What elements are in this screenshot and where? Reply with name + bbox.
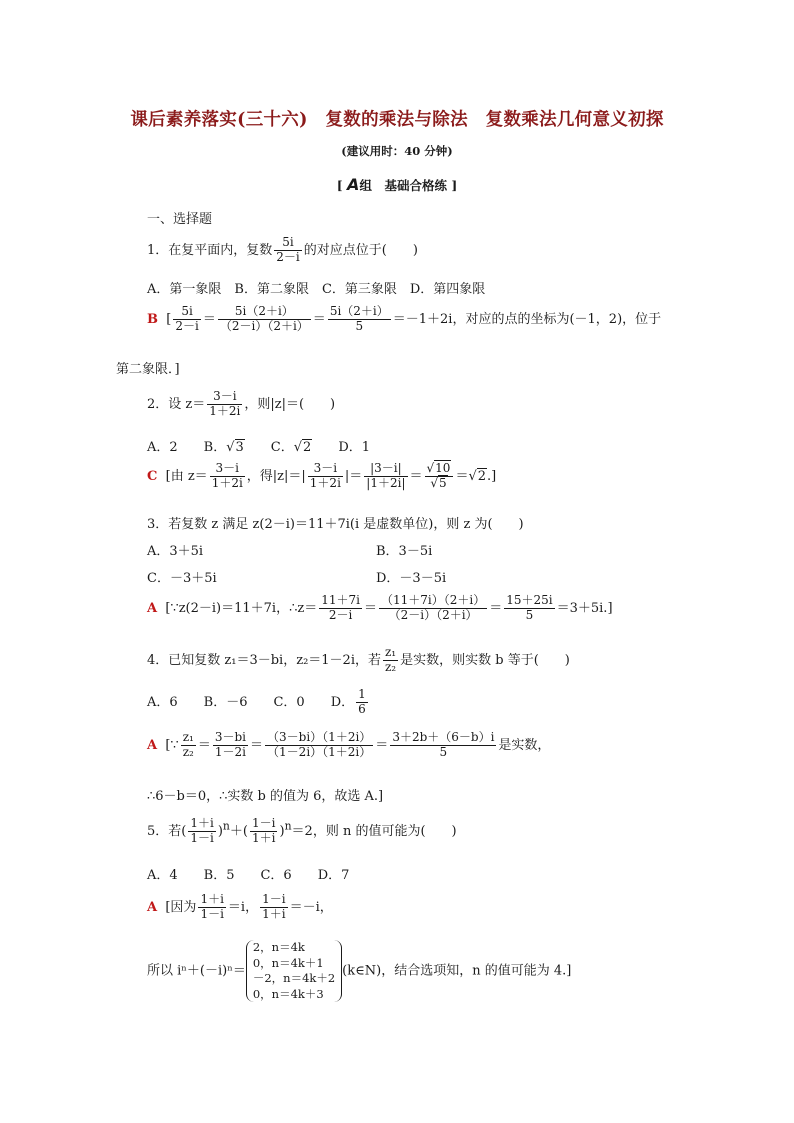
q2-sol-frac-3 (364, 462, 407, 491)
group-heading (0, 175, 794, 194)
q2-opt-a-b: A．2 B． (147, 440, 227, 455)
q1-sol-frac-2-den: （2－i）（2＋i） (219, 318, 309, 333)
q1-sol-frac-1-num: 5i (173, 305, 200, 320)
q4-frac-num: z₁ (384, 645, 397, 659)
q5-solution (147, 893, 333, 922)
q5-sol-pre: [因为 (165, 899, 197, 915)
q2-sol-end: .] (487, 468, 497, 484)
q2-sol-frac-4-num: √10 (425, 462, 454, 477)
q4-sol-pre: [∵ (165, 737, 179, 753)
q3-sol-frac-1 (319, 594, 362, 623)
q5-sol-mid: ＝i， (227, 899, 259, 915)
q1-sol-frac-3-den: 5 (355, 318, 364, 333)
group-label: 组 基础合格练 (359, 178, 447, 193)
q4-sol-frac-1 (181, 731, 196, 760)
question-4 (147, 646, 570, 675)
q5-cases-pre: 所以 iⁿ＋(－i)ⁿ＝ (147, 963, 246, 979)
q4-sol-eq-3: ＝ (375, 737, 389, 753)
q1-solution (147, 305, 661, 334)
q4-sol-eq-2: ＝ (250, 737, 264, 753)
q3-option-a: A．3＋5i (147, 544, 204, 559)
q1-sol-eq-2: ＝ (312, 311, 326, 327)
q2-opt-c-radicand: 2 (303, 440, 312, 455)
q4-sol-frac-2 (213, 731, 248, 760)
q2-sol-mid-2: |＝ (344, 468, 363, 484)
q5-case-2: 0，n＝4k＋1 (252, 955, 324, 970)
q4-opt-d-num: 1 (358, 687, 366, 701)
q4-solution-continued: ∴6－b＝0，∴实数 b 的值为 6，故选 A.] (147, 789, 384, 804)
q2-opt-b-radicand: 3 (235, 440, 244, 455)
q5-sol-frac-2 (260, 893, 287, 922)
q3-option-c: C．－3＋5i (147, 571, 217, 586)
q3-sol-pre: [∵z(2－i)＝11＋7i，∴z＝ (165, 600, 318, 616)
q5-sol-frac-1-num: 1＋i (200, 892, 224, 906)
q3-sol-frac-3 (504, 594, 554, 623)
q2-solution (147, 462, 496, 491)
q1-frac-den: 2－i (276, 249, 300, 264)
q3-option-d: D．－3－5i (376, 571, 447, 586)
q2-frac-den: 1＋2i (209, 403, 241, 418)
q3-sol-frac-2 (379, 594, 487, 623)
q4-sol-frac-1-den: z₂ (182, 744, 194, 759)
question-3: 3．若复数 z 满足 z(2－i)＝11＋7i(i 是虚数单位)，则 z 为( ) (147, 517, 524, 532)
q3-sol-eq-2: ＝ (489, 600, 503, 616)
q2-sol-frac-2-den: 1＋2i (309, 475, 341, 490)
q2-sol-pre: [由 z＝ (165, 468, 208, 484)
q5-text-post: ＝2，则 n 的值可能为( ) (291, 823, 457, 839)
q5-frac-2-num: 1－i (252, 816, 276, 830)
q1-text-post: 的对应点位于( ) (303, 242, 418, 258)
q4-sol-frac-3-den: （1－2i）（1＋2i） (267, 744, 372, 759)
q2-sol-frac-2 (308, 462, 343, 491)
q2-sol-end-radicand: 2 (477, 468, 487, 484)
q2-frac-num: 3－i (207, 390, 242, 405)
q2-sol-frac-2-num: 3－i (308, 462, 343, 477)
q4-option-d-fraction (356, 688, 368, 717)
q4-options-text: A．6 B．－6 C．0 D． (147, 694, 355, 710)
q1-sol-open: [ (166, 311, 172, 327)
q3-solution (147, 594, 613, 623)
q5-frac-1-num: 1＋i (190, 816, 214, 830)
q3-sol-frac-2-num: （11＋7i）（2＋i） (380, 593, 486, 607)
q2-sol-mid-1: ，得|z|＝| (246, 468, 306, 484)
q5-answer: A (147, 899, 158, 915)
q2-sol-frac-1-num: 3－i (210, 462, 245, 477)
q2-sol-frac-1-den: 1＋2i (211, 475, 243, 490)
q5-case-1: 2，n＝4k (252, 940, 305, 954)
group-close-bracket: ] (451, 178, 458, 193)
q1-text-pre: 1．在复平面内，复数 (147, 242, 273, 258)
q4-fraction (383, 646, 398, 675)
q4-solution (147, 731, 550, 760)
q1-sol-frac-3 (328, 305, 391, 334)
q2-sol-frac-3-den: |1＋2i| (366, 475, 406, 490)
q5-options: A．4 B．5 C．6 D．7 (147, 868, 350, 883)
q5-text-pre: 5．若 (147, 823, 182, 839)
q2-options (147, 436, 370, 455)
q4-answer: A (147, 737, 158, 753)
q5-sol-frac-1 (198, 893, 225, 922)
q2-sol-frac-3-num: |3－i| (364, 462, 407, 477)
q5-frac-1-den: 1－i (190, 830, 214, 845)
q5-power-2: n (284, 819, 292, 833)
q2-sol-frac-4 (425, 462, 454, 491)
q3-sol-frac-3-den: 5 (525, 607, 534, 622)
q2-sol-end-pre: ＝ (455, 468, 469, 484)
q5-sol-frac-2-num: 1－i (262, 892, 286, 906)
q2-sol-end-sqrt-sign: √ (468, 468, 477, 484)
q4-sol-frac-4-den: 5 (439, 744, 448, 759)
q2-sol-frac-4-den: √5 (430, 475, 447, 490)
q3-sol-end: ＝3＋5i.] (556, 600, 613, 616)
q5-cases-line (147, 940, 571, 1002)
q2-text-post: ，则|z|＝( ) (244, 396, 336, 412)
question-1 (147, 236, 418, 265)
q5-sol-end: ＝－i， (289, 899, 333, 915)
q2-opt-c-sqrt-sign: √ (293, 440, 303, 455)
q4-sol-frac-3-num: （3－bi）（1＋2i） (267, 730, 372, 744)
q1-sol-frac-1-den: 2－i (175, 318, 199, 333)
q5-frac-2-den: 1＋i (252, 830, 276, 845)
q4-sol-frac-2-num: 3－bi (214, 730, 247, 744)
q1-answer: B (147, 311, 158, 327)
q2-opt-b-sqrt-sign: √ (226, 440, 235, 455)
q1-sol-tail: ＝－1＋2i，对应的点的坐标为(－1，2)，位于 (392, 311, 662, 327)
q5-fraction-1 (188, 817, 215, 846)
q3-answer: A (147, 600, 158, 616)
q3-option-b: B．3－5i (376, 544, 433, 559)
q1-sol-frac-2 (218, 305, 311, 334)
question-2 (147, 390, 335, 419)
q2-opt-c: C． (244, 440, 294, 455)
q4-sol-frac-3 (265, 731, 373, 760)
group-letter-a: A (347, 175, 360, 194)
section-heading: 一、选择题 (147, 212, 213, 227)
q2-answer: C (147, 468, 158, 484)
q4-sol-frac-2-den: 1－2i (214, 744, 246, 759)
q2-sol-frac-4-den-radicand: 5 (438, 475, 447, 490)
q4-sol-frac-4 (390, 731, 496, 760)
q3-sol-frac-1-num: 11＋7i (321, 593, 360, 607)
q3-sol-frac-1-den: 2－i (328, 607, 353, 622)
group-open-bracket: [ (336, 178, 343, 193)
q2-sol-frac-1 (210, 462, 245, 491)
q1-sol-frac-3-num: 5i（2＋i） (329, 304, 389, 318)
q4-text-pre: 4．已知复数 z₁＝3－bi，z₂＝1－2i，若 (147, 652, 381, 668)
q1-solution-continued: 第二象限．] (116, 362, 180, 377)
q3-sol-eq-1: ＝ (363, 600, 377, 616)
q1-options: A．第一象限 B．第二象限 C．第三象限 D．第四象限 (147, 282, 486, 297)
q5-fraction-2 (250, 817, 277, 846)
q3-sol-frac-3-num: 15＋25i (506, 593, 553, 607)
q2-text-pre: 2．设 z＝ (147, 396, 206, 412)
question-5: 5．若( $\frac{1+i}{1-i}$ )$^n$＋( $\frac{1-i}{1+i}$ )$^n$＝2，则 n 的值可能为( ) (147, 816, 457, 845)
suggested-time: (建议用时：40 分钟) (341, 144, 453, 158)
q4-frac-den: z₂ (384, 659, 397, 674)
q4-sol-eq-1: ＝ (197, 737, 211, 753)
q4-text-post: 是实数，则实数 b 等于( ) (400, 652, 570, 668)
q4-sol-frac-1-num: z₁ (182, 730, 194, 744)
q5-sol-frac-1-den: 1－i (200, 906, 224, 921)
q2-sol-frac-4-num-radicand: 10 (435, 461, 451, 475)
q5-cases-post: (k∈N)，结合选项知，n 的值可能为 4.] (342, 963, 572, 979)
q5-power-1: n (222, 819, 230, 833)
q4-opt-d-den: 6 (358, 701, 366, 716)
q5-case-4: 0，n＝4k＋3 (252, 986, 324, 1001)
q4-sol-frac-4-num: 3＋2b＋（6－b）i (392, 730, 495, 744)
q2-sol-eq: ＝ (409, 468, 423, 484)
q1-fraction (274, 236, 301, 265)
q5-sol-frac-2-den: 1＋i (262, 906, 286, 921)
q1-sol-frac-1 (173, 305, 200, 334)
q5-case-3: －2，n＝4k＋2 (252, 971, 336, 986)
q4-sol-end: 是实数， (498, 737, 551, 753)
q1-sol-eq-1: ＝ (202, 311, 216, 327)
q3-sol-frac-2-den: （2－i）（2＋i） (388, 607, 478, 622)
q5-cases-brace (246, 940, 342, 1002)
q1-sol-frac-2-num: 5i（2＋i） (218, 305, 311, 320)
q2-opt-d: D．1 (312, 440, 371, 455)
q2-fraction (207, 390, 242, 419)
q5-plus: ＋ (229, 823, 243, 839)
q4-options (147, 688, 370, 717)
q1-frac-num: 5i (274, 236, 301, 251)
page-title: 课后素养落实(三十六) 复数的乘法与除法 复数乘法几何意义初探 (130, 110, 664, 130)
